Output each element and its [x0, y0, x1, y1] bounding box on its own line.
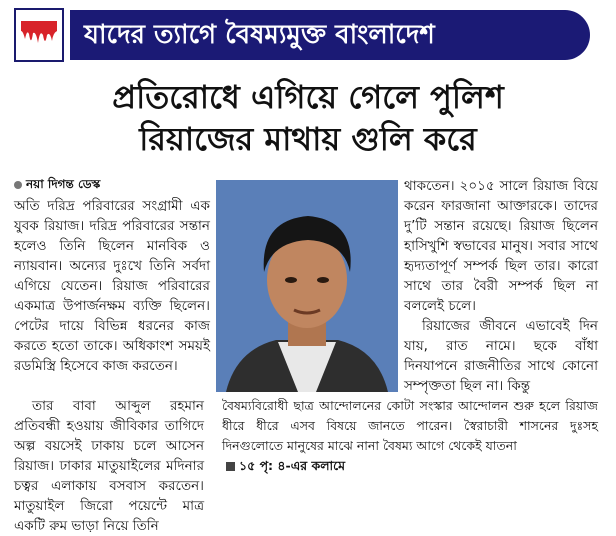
paragraph-family: তার বাবা আব্দুল রহমান প্রতিবন্ধী হওয়ায় জীবিকার তাগিদে অল্প বয়সেই ঢাকায় চলে আসেন রিয়াজ। ঢাকার মাতুয়াইলের মদিনার চত্বর এলাকায় বসবাস করতেন। মাতুয়াইল জিরো পয়েন্টে মাত্র একটি রুম ভাড়া নিয়ে তিনি	[14, 398, 204, 534]
continuation-text: ১৫ পৃ: ৪-এর কলামে	[239, 458, 346, 473]
paragraph-movement: বৈষম্যবিরোধী ছাত্র আন্দোলনের কোটা সংস্কার আন্দোলন শুরু হলে রিয়াজ ধীরে ধীরে এসব বিষয়ে জানতে পারেন। স্বৈরাচারী শাসনের দুঃসহ দিনগুলোতে মানুষের মাঝে নানা বৈষম্য আগে থেকেই যাতনা	[222, 398, 598, 453]
portrait-photo	[216, 180, 398, 392]
headline-line-2: রিয়াজের মাথায় গুলি করে	[139, 120, 477, 158]
byline-text: নয়া দিগন্ত ডেস্ক	[26, 177, 101, 191]
continuation-line	[222, 456, 598, 476]
paragraph-marriage: থাকতেন। ২০১৫ সালে রিয়াজ বিয়ে করেন ফারজানা আক্তারকে। তাদের দু’টি সন্তান রয়েছে। রিয়াজ ছিলেন হাসিখুশি স্বভাবের মানুষ। সবার সাথে হৃদ্যতাপূর্ণ সম্পর্ক ছিল তার। কারো সাথে তার বৈরী সম্পর্ক ছিল না বললেই চলে।	[404, 178, 598, 314]
right-column	[404, 176, 598, 396]
blood-splash-icon	[19, 17, 59, 53]
bullet-icon	[14, 181, 22, 189]
portrait-illustration	[216, 180, 398, 392]
wide-paragraph-left	[14, 396, 204, 536]
headline-line-1: প্রতিরোধে এগিয়ে গেলে পুলিশ	[112, 78, 504, 116]
byline	[14, 176, 100, 196]
newspaper-logo	[14, 8, 64, 62]
paragraph-intro: অতি দরিদ্র পরিবারের সংগ্রামী এক যুবক রিয়াজ। দরিদ্র পরিবারের সন্তান হলেও তিনি ছিলেন মানবিক ও ন্যায়বান। অন্যের দুঃখে তিনি সর্বদা এগিয়ে যেতেন। রিয়াজ পরিবারের একমাত্র উপার্জনক্ষম ব্যক্তি ছিলেন। পেটের দায়ে বিভিন্ন ধরনের কাজ করতে হতো তাকে। অধিকাংশ সময়ই রডমিস্ত্রি হিসেবে কাজ করতেন।	[14, 198, 210, 374]
square-bullet-icon	[226, 462, 235, 471]
left-column	[14, 196, 210, 376]
wide-paragraph-right	[222, 396, 598, 476]
section-banner	[14, 8, 590, 62]
headline	[10, 76, 606, 160]
paragraph-life: রিয়াজের জীবনে এভাবেই দিন যায়, রাত নামে। ছকে বাঁধা দিনযাপনে রাজনীতির সাথে কোনো সম্পৃক্ততা ছিল না। কিন্তু	[404, 318, 598, 394]
kicker-title: যাদের ত্যাগে বৈষম্যমুক্ত বাংলাদেশ	[70, 10, 590, 60]
